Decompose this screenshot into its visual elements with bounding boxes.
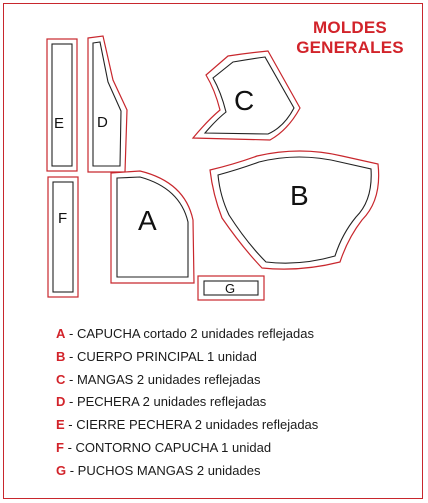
piece-f	[48, 177, 78, 297]
legend-text: - CONTORNO CAPUCHA 1 unidad	[63, 439, 272, 455]
piece-d	[88, 36, 127, 172]
piece-c-label: C	[234, 85, 255, 116]
legend-item-d	[56, 391, 318, 414]
legend-item-a	[56, 323, 318, 346]
legend-text: - MANGAS 2 unidades reflejadas	[65, 371, 261, 387]
legend-letter: D	[56, 394, 66, 410]
legend-list	[56, 323, 318, 483]
legend-letter: E	[56, 417, 65, 433]
piece-b-label: B	[290, 180, 309, 211]
piece-g	[198, 276, 264, 300]
piece-d-label: D	[97, 114, 108, 131]
legend-text: - PECHERA 2 unidades reflejadas	[65, 394, 267, 410]
legend-text: - PUCHOS MANGAS 2 unidades	[66, 462, 261, 478]
legend-text: - CUERPO PRINCIPAL 1 unidad	[65, 348, 257, 364]
piece-a	[111, 171, 194, 283]
title-line-1: MOLDES	[313, 18, 387, 37]
legend-letter: B	[56, 348, 66, 364]
piece-e-label: E	[54, 115, 65, 132]
piece-g-label: G	[225, 281, 236, 296]
legend-letter: F	[56, 439, 64, 455]
legend-letter: G	[56, 462, 67, 478]
piece-f-label: F	[58, 210, 68, 227]
piece-c	[193, 51, 300, 140]
legend-item-f	[56, 437, 318, 460]
title-line-2: GENERALES	[296, 38, 404, 57]
legend-item-b	[56, 346, 318, 369]
piece-a-label: A	[138, 205, 157, 236]
legend-letter: C	[56, 371, 66, 387]
legend-item-c	[56, 369, 318, 392]
legend-item-g	[56, 460, 318, 483]
legend-item-e	[56, 414, 318, 437]
legend-letter: A	[56, 326, 66, 341]
piece-e	[47, 39, 77, 171]
legend-text: - CIERRE PECHERA 2 unidades reflejadas	[64, 417, 319, 433]
legend-text: - CAPUCHA cortado 2 unidades reflejadas	[65, 326, 314, 341]
piece-b	[210, 151, 379, 269]
